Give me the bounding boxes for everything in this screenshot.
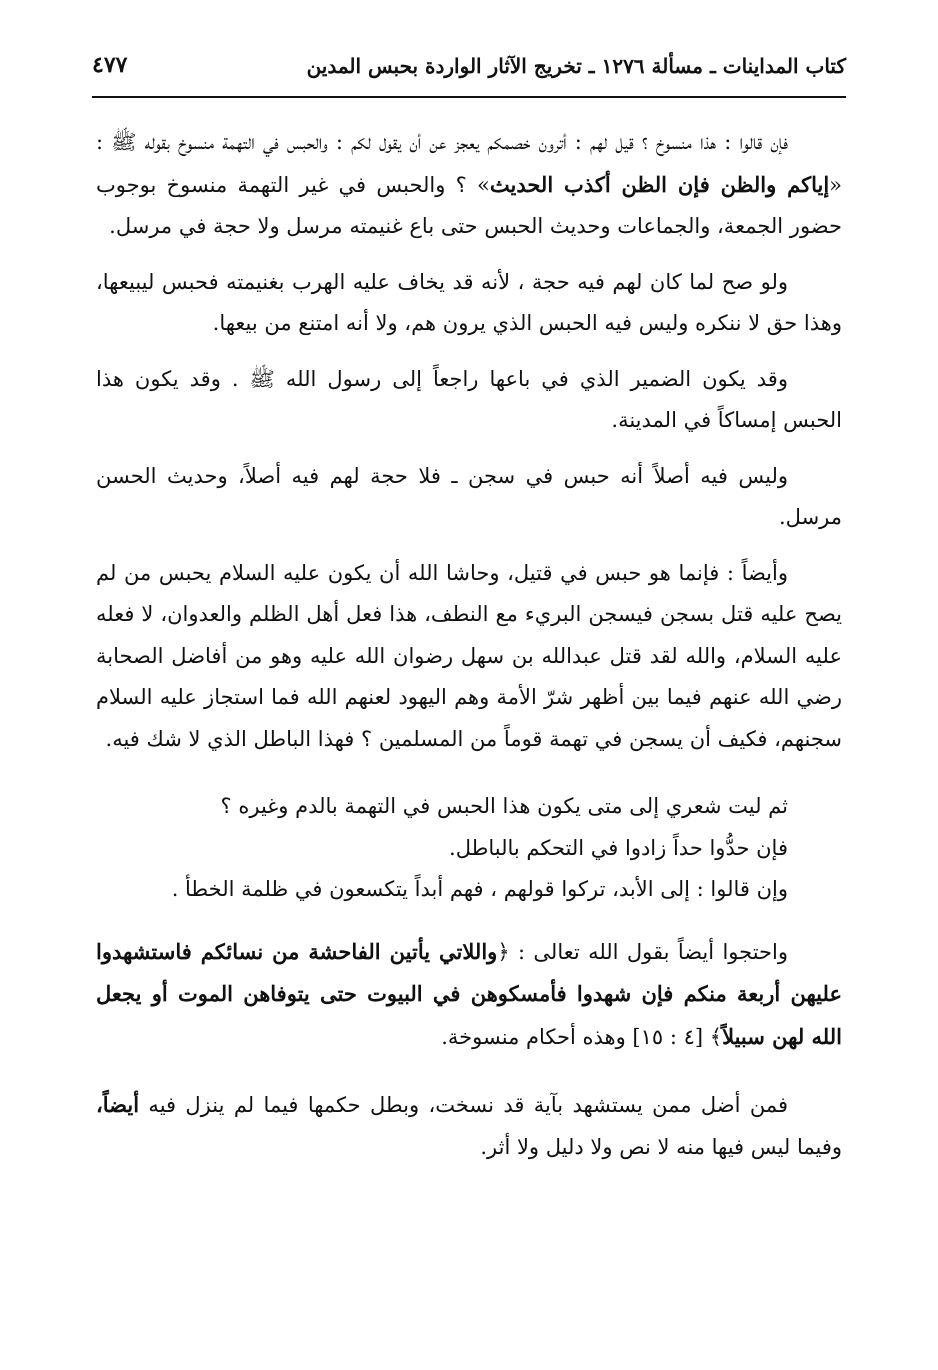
main-text [96,122,842,1182]
paragraph-text: واحتجوا أيضاً بقول الله تعالى : ﴿ [497,939,789,964]
paragraph-abrogation [96,122,842,248]
emphasis-text: أيضاً، [96,1092,140,1117]
paragraph-text: فمن أضل ممن يستشهد بآية قد نسخت، وبطل حكمها فيما لم ينزل فيه [139,1093,788,1117]
argument-line: فإن حدُّوا حداً زادوا في التحكم بالباطل. [449,835,788,860]
argument-lines [96,786,842,911]
paragraph-final [96,1084,842,1168]
paragraph-text: وأيضاً : فإنما هو حبس في قتيل، وحاشا الله أن يكون عليه السلام يحبس من لم يصح عليه قتل بسجن فيسجن البريء مع النطف، هذا فعل أهل الظلم والعدوان، لا فعله عليه السلام، والله لقد قتل عبدالله بن سهل رضوان الله عليه وهو من أفاضل الصحابة رضي الله عنهم فيما بين أظهر شرّ الأمة وهم اليهود لعنهم الله فما استجاز عليه السلام سجنهم، فكيف أن يسجن في تهمة قوماً من المسلمين ؟ فهذا الباطل الذي لا شك فيه. [96,560,842,751]
argument-line: وإن قالوا : إلى الأبد، تركوا قولهم ، فهم أبداً يتكسعون في ظلمة الخطأ . [171,877,788,901]
header-title: كتاب المداينات ـ مسألة ١٢٧٦ ـ تخريج الآثار الواردة بحبس المدين [306,54,846,78]
running-header [92,42,846,98]
argument-line: ثم ليت شعري إلى متى يكون هذا الحبس في التهمة بالدم وغيره ؟ [220,794,788,818]
paragraph-text: » ؟ والحبس في غير التهمة منسوخ بوجوب حضور الجمعة، والجماعات وحديث الحبس حتى باع غنيمته مرسل ولا حجة في مرسل. [96,172,842,238]
paragraph-text: وفيما ليس فيها منه لا نص ولا دليل ولا أثر. [480,1134,842,1159]
paragraph-text: فإن قالوا : هذا منسوخ ؟ قيل لهم : أترون خصمكم يعجز عن أن يقول لكم : والحبس في التهمة منسوخ بقوله ﷺ : « [96,130,843,197]
page-number: ٤٧٧ [92,52,128,78]
paragraph-quran [96,931,842,1059]
quran-verse: واللاتي يأتين الفاحشة من نسائكم فاستشهدوا عليهن أربعة منكم فإن شهدوا فأمسكوهن في البيوت حتى يتوفاهن الموت أو يجعل الله لهن سبيلاً [96,938,842,1049]
hadith-quote: إياكم والظن فإن الظن أكذب الحديث [489,171,830,197]
paragraph-text: ولو صح لما كان لهم فيه حجة ، لأنه قد يخاف عليه الهرب بغنيمته فحبس ليبيعها، وهذا حق لا ننكره وليس فيه الحبس الذي يرون هم، ولا أنه امتنع من بيعها. [96,269,842,335]
paragraph-text: وليس فيه أصلاً أنه حبس في سجن ـ فلا حجة لهم فيه أصلاً، وحديث الحسن مرسل. [96,463,842,529]
paragraph-text: ﴾ [٤ : ١٥] وهذه أحكام منسوخة. [441,1024,723,1049]
paragraph-text: وقد يكون الضمير الذي في باعها راجعاً إلى رسول الله ﷺ . وقد يكون هذا الحبس إمساكاً في المدينة. [96,366,842,432]
